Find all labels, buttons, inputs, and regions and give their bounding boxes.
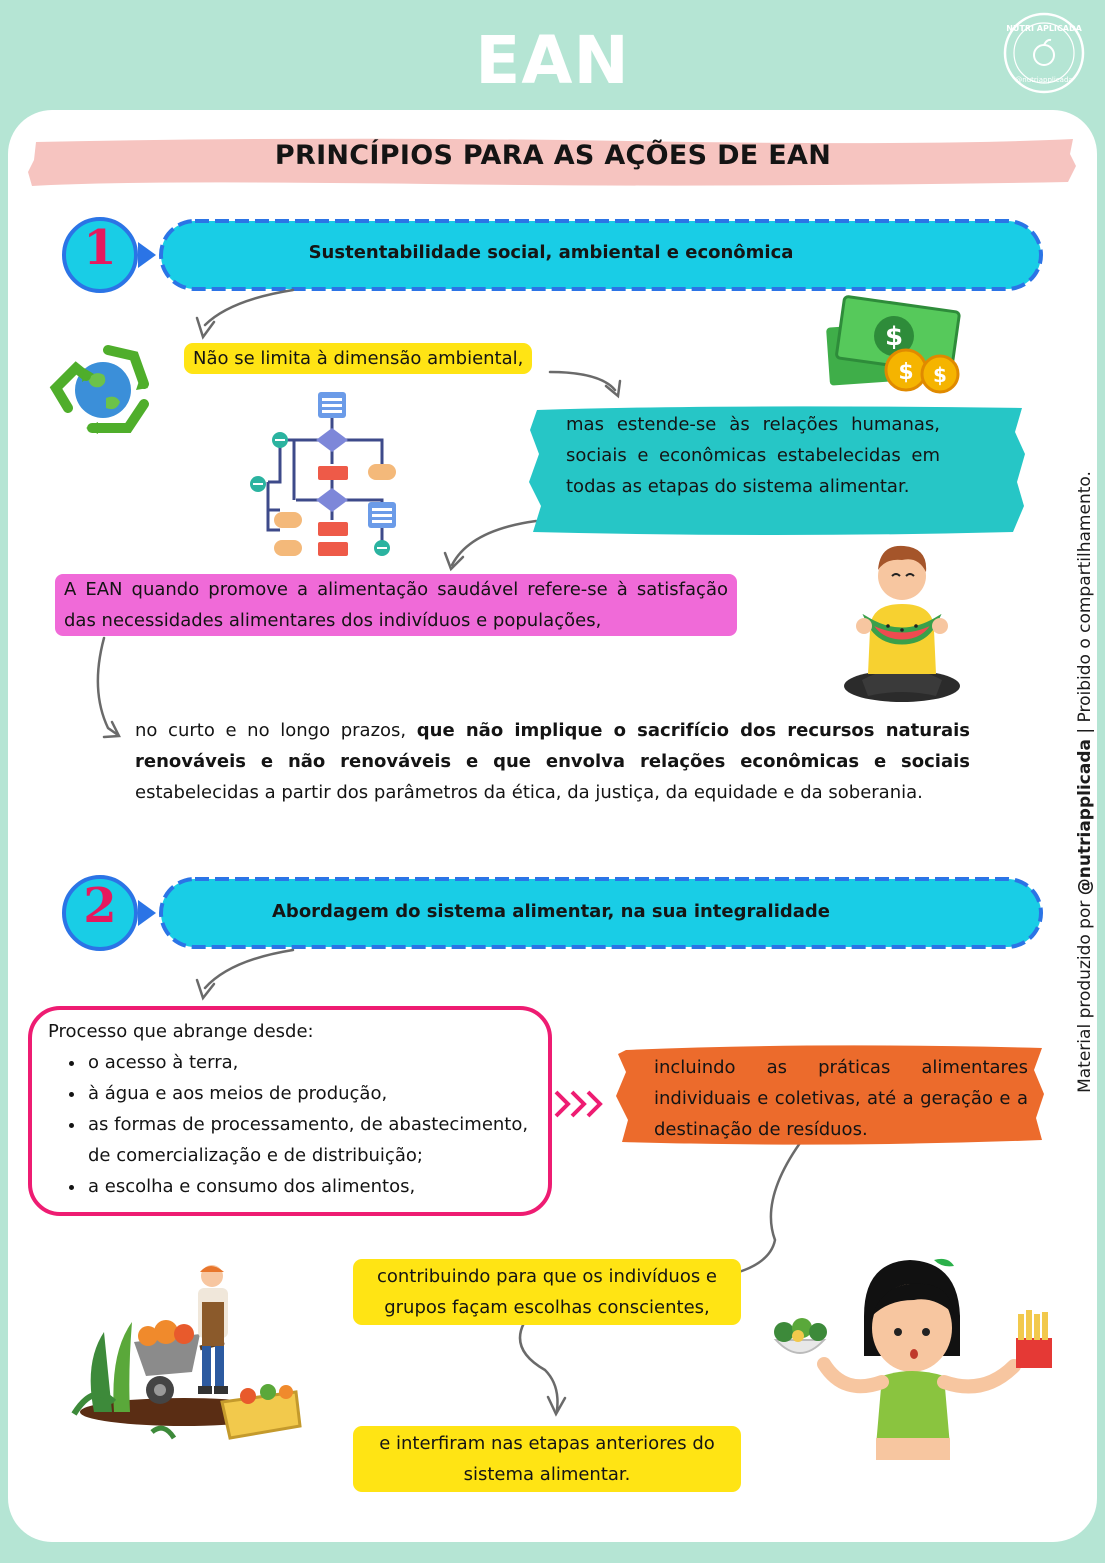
- section-1-pink-note: A EAN quando promove a alimentação saudável refere-se à satisfação das necessidades alimentares dos indivíduos e populações,: [55, 574, 737, 636]
- credit-prefix: Material produzido por: [1075, 895, 1095, 1093]
- boy-watermelon-icon: [840, 540, 964, 708]
- process-list: [46, 1047, 546, 1202]
- logo-seal-icon: [1003, 12, 1085, 94]
- section-2-number: 2: [83, 878, 117, 934]
- section-1-title: Sustentabilidade social, ambiental e econômica: [308, 242, 794, 263]
- number-pointer-2: [136, 890, 158, 936]
- body-intro: no curto e no longo prazos,: [135, 720, 417, 741]
- process-item: • à água e aos meios de produção,: [86, 1078, 546, 1109]
- svg-text:$: $: [933, 363, 947, 387]
- section-2-title: Abordagem do sistema alimentar, na sua integralidade: [272, 901, 830, 922]
- section-1-teal-note: mas estende-se às relações humanas, sociais e econômicas estabelecidas em todas as etapas do sistema alimentar.: [566, 414, 940, 497]
- chevrons-right-icon: [552, 1086, 608, 1122]
- logo-text-top: NUTRI APLICADA: [1006, 24, 1082, 33]
- body-bold: que não implique o sacrifício dos recursos naturais renováveis e não renováveis e que envolva relações econômicas e sociais: [135, 720, 970, 772]
- credit-suffix: | Proibido o compartilhamento.: [1075, 471, 1095, 740]
- credit-handle: @nutriapplicada: [1075, 739, 1095, 896]
- body-end: estabelecidas a partir dos parâmetros da ética, da justiça, da equidade e da soberania.: [135, 782, 923, 803]
- section-1-body: [135, 715, 970, 808]
- section-2-orange-note: incluindo as práticas alimentares individuais e coletivas, até a geração e a destinação de resíduos.: [654, 1057, 1028, 1140]
- flowchart-icon: [246, 388, 406, 560]
- section-2-yellow-note-1: contribuindo para que os indivíduos e grupos façam escolhas conscientes,: [353, 1259, 741, 1325]
- svg-text:$: $: [898, 360, 914, 385]
- svg-text:$: $: [884, 322, 904, 352]
- section-1-yellow-note: Não se limita à dimensão ambiental,: [184, 343, 532, 374]
- recycle-globe-icon: [48, 338, 156, 436]
- section-2-yellow-note-2: e interfiram nas etapas anteriores do sistema alimentar.: [353, 1426, 741, 1492]
- page-title: EAN: [475, 22, 630, 99]
- section-1-number: 1: [83, 220, 117, 276]
- side-credit: [1075, 471, 1095, 1093]
- girl-food-choice-icon: [764, 1256, 1062, 1460]
- banner-title: PRINCÍPIOS PARA AS AÇÕES DE EAN: [274, 140, 832, 171]
- process-item: • o acesso à terra,: [86, 1047, 546, 1078]
- logo-text-bottom: @nutriapplicada: [1015, 76, 1073, 84]
- process-item: • as formas de processamento, de abastecimento, de comercialização e de distribuição;: [86, 1109, 546, 1171]
- farmer-wheelbarrow-icon: [64, 1262, 304, 1458]
- process-heading: Processo que abrange desde:: [48, 1021, 314, 1042]
- money-icon: [822, 294, 964, 400]
- number-pointer-1: [136, 232, 158, 278]
- process-item: • a escolha e consumo dos alimentos,: [86, 1171, 546, 1202]
